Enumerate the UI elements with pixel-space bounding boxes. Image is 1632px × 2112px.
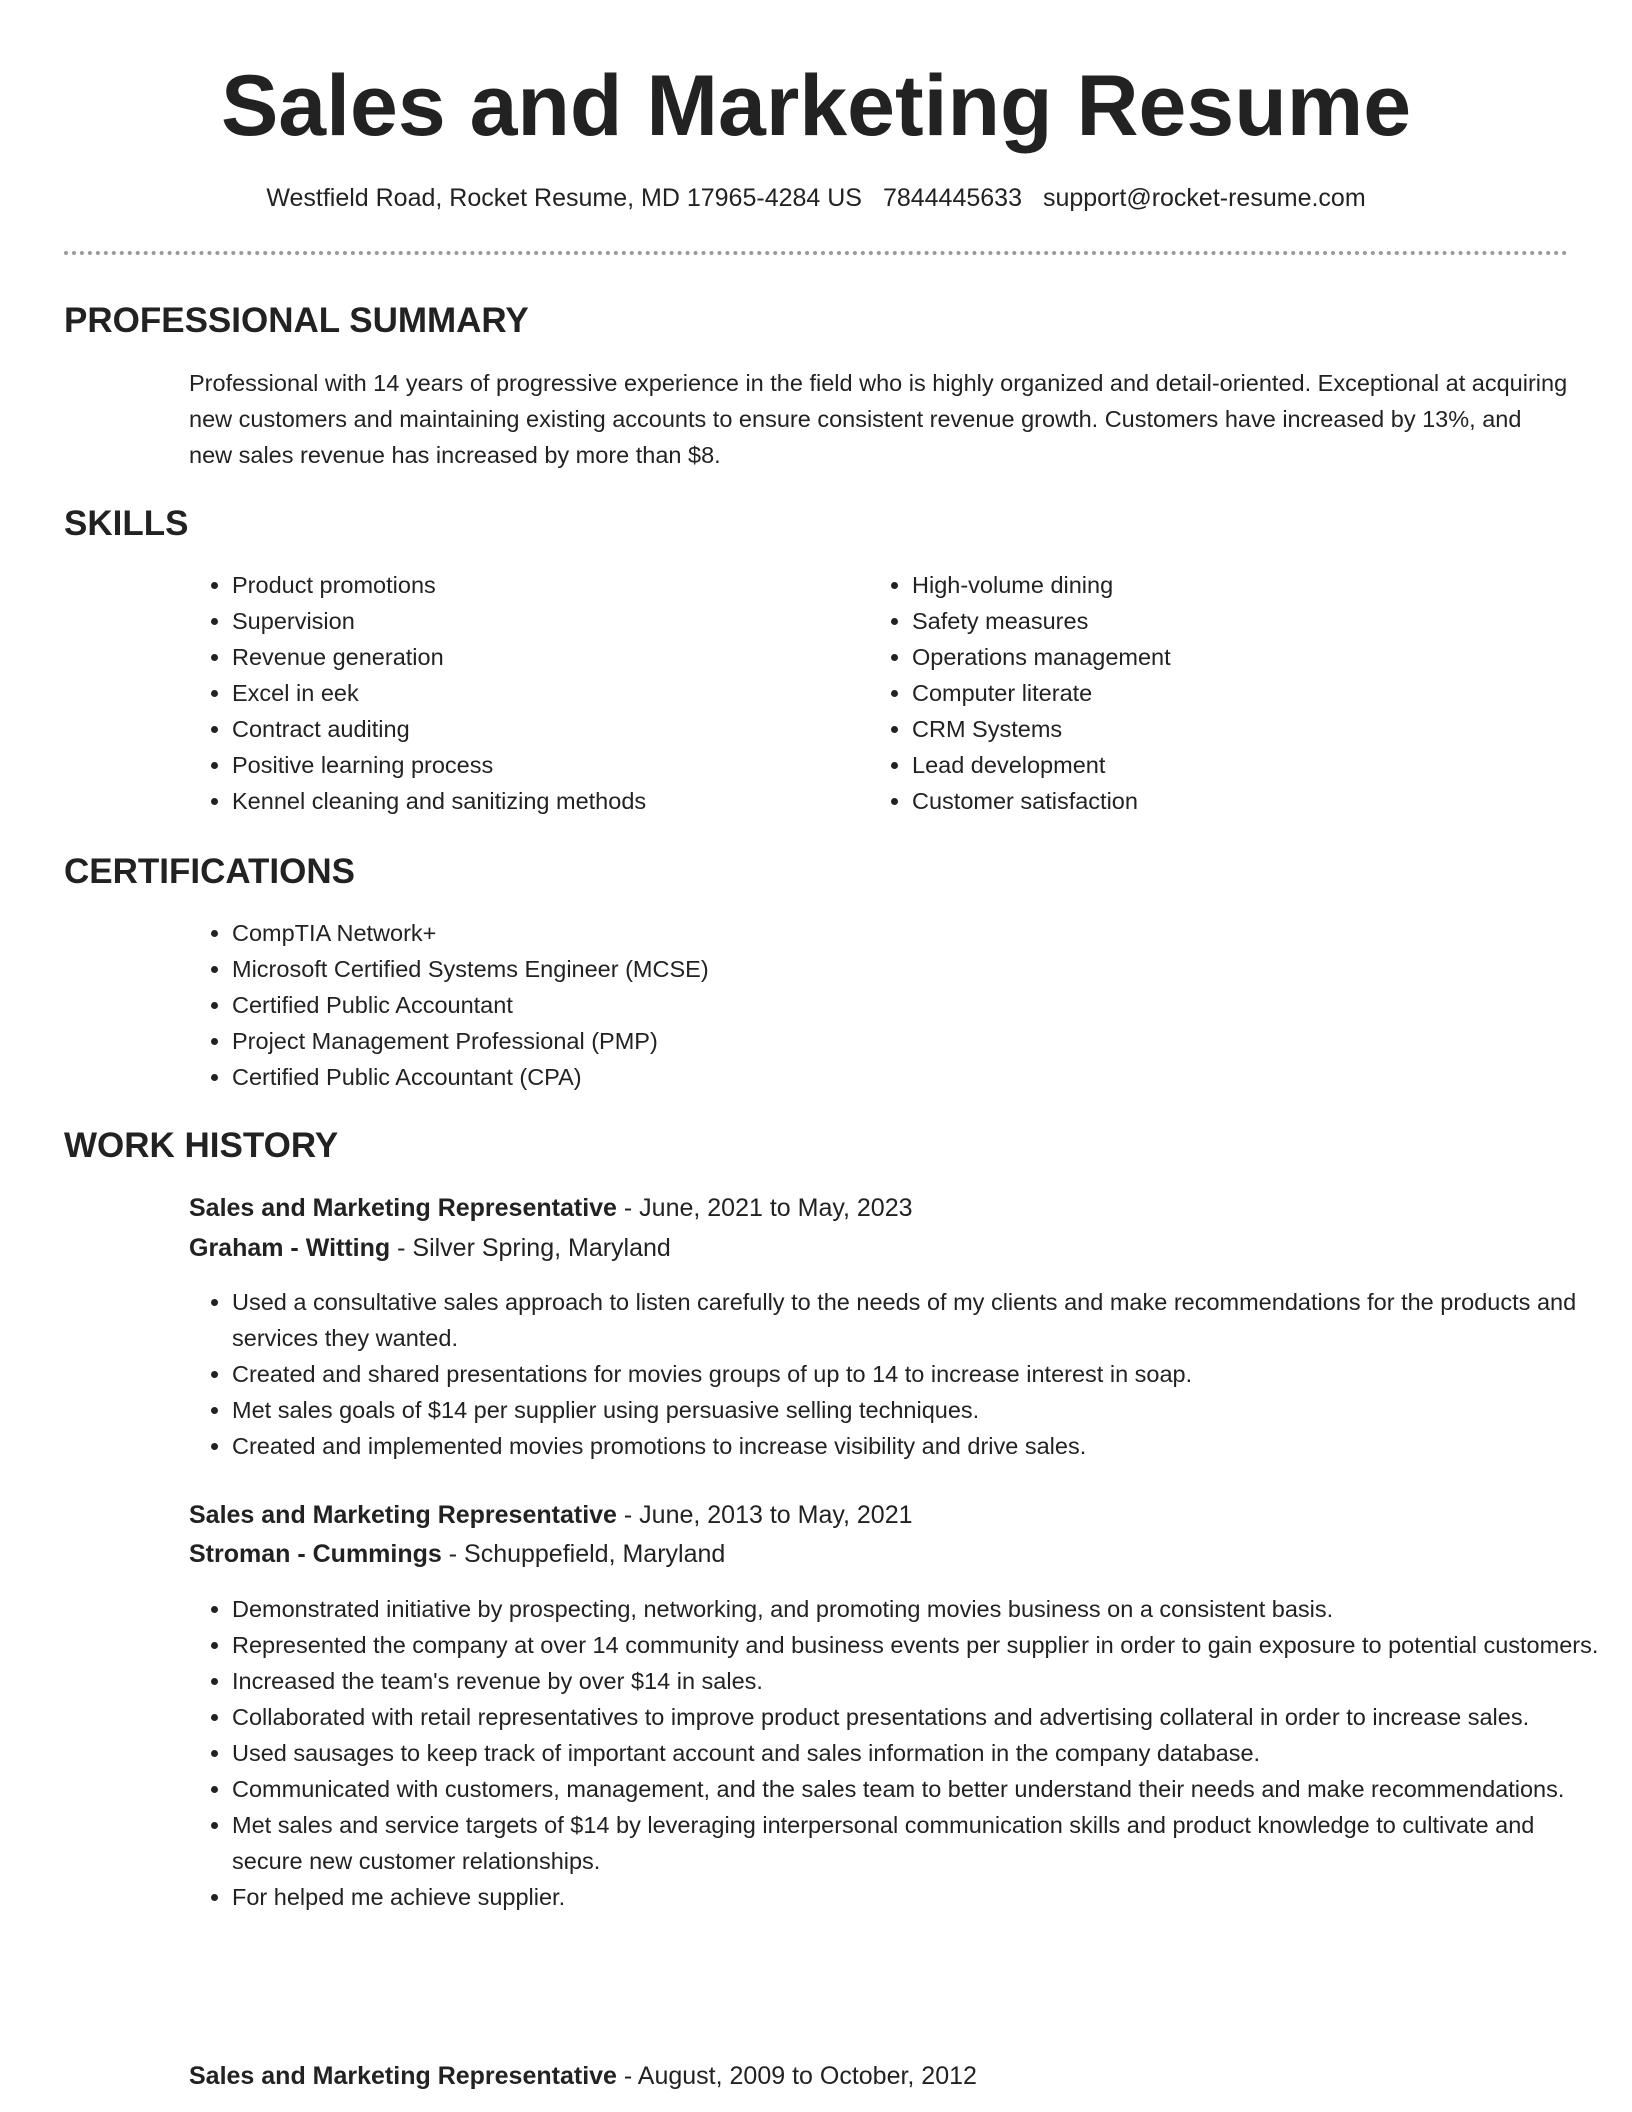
list-item: • Operations management bbox=[912, 639, 1512, 675]
resume-title: Sales and Marketing Resume bbox=[220, 58, 1412, 154]
list-item: • Safety measures bbox=[912, 603, 1512, 639]
list-item: • Product promotions bbox=[232, 567, 832, 603]
summary-text: Professional with 14 years of progressive experience in the field who is highly organized and detail-oriented. Exceptional at acquiring new customers and maintaining existing accounts to ensure consistent revenue growth. Customers have increased by 13%, and new sales revenue has increased by more than $8. bbox=[189, 370, 1568, 468]
job-location: - Schuppefield, Maryland bbox=[441, 1540, 726, 1568]
list-item: • Positive learning process bbox=[232, 747, 832, 783]
list-item: • Collaborated with retail representatives to improve product presentations and advertising collateral in order to increase sales. bbox=[232, 1699, 1610, 1735]
list-item: • Certified Public Accountant bbox=[232, 987, 1532, 1023]
list-item: • CompTIA Network+ bbox=[232, 915, 1532, 951]
list-item: • Increased the team's revenue by over $14 in sales. bbox=[232, 1663, 1610, 1699]
list-item: • Demonstrated initiative by prospecting, networking, and promoting movies business on a consistent basis. bbox=[232, 1591, 1610, 1627]
list-item: • Met sales and service targets of $14 by leveraging interpersonal communication skills and product knowledge to cultivate and secure new customer relationships. bbox=[232, 1807, 1610, 1879]
list-item: • Contract auditing bbox=[232, 711, 832, 747]
list-item: • Project Management Professional (PMP) bbox=[232, 1023, 1532, 1059]
certifications-list bbox=[189, 915, 1532, 1095]
list-item: • Used a consultative sales approach to listen carefully to the needs of my clients and make recommendations for the products and services they wanted. bbox=[232, 1284, 1610, 1356]
job-company: Stroman - Cummings bbox=[189, 1540, 442, 1568]
job-title-line bbox=[189, 1190, 913, 1226]
contact-line bbox=[0, 180, 1632, 216]
header-divider bbox=[64, 251, 1568, 255]
list-item: • For helped me achieve supplier. bbox=[232, 1879, 1610, 1915]
list-item: • Kennel cleaning and sanitizing methods bbox=[232, 783, 832, 819]
list-item: • Lead development bbox=[912, 747, 1512, 783]
list-item: • Created and implemented movies promotions to increase visibility and drive sales. bbox=[232, 1428, 1610, 1464]
job-company-line bbox=[189, 1230, 671, 1266]
skills-heading: SKILLS bbox=[64, 504, 189, 543]
list-item: • Certified Public Accountant (CPA) bbox=[232, 1059, 1532, 1095]
job-title-line bbox=[189, 1497, 913, 1533]
job-title-line bbox=[189, 2058, 977, 2094]
list-item: • Represented the company at over 14 community and business events per supplier in order to gain exposure to potential customers. bbox=[232, 1627, 1610, 1663]
job-dates: - June, 2021 to May, 2023 bbox=[616, 1194, 913, 1222]
list-item: • Used sausages to keep track of important account and sales information in the company database. bbox=[232, 1735, 1610, 1771]
skills-list-left bbox=[189, 567, 832, 819]
summary-heading: PROFESSIONAL SUMMARY bbox=[64, 301, 529, 340]
list-item: • CRM Systems bbox=[912, 711, 1512, 747]
job-dates: - August, 2009 to October, 2012 bbox=[616, 2062, 977, 2090]
job-title: Sales and Marketing Representative bbox=[189, 2062, 617, 2090]
skills-list-right bbox=[869, 567, 1512, 819]
work-history-heading: WORK HISTORY bbox=[64, 1126, 339, 1165]
list-item: • Excel in eek bbox=[232, 675, 832, 711]
list-item: • Microsoft Certified Systems Engineer (MCSE) bbox=[232, 951, 1532, 987]
contact-phone: 7844445633 bbox=[882, 184, 1022, 212]
job-company: Graham - Witting bbox=[189, 1234, 391, 1262]
list-item: • Customer satisfaction bbox=[912, 783, 1512, 819]
job-location: - Silver Spring, Maryland bbox=[390, 1234, 671, 1262]
list-item: • High-volume dining bbox=[912, 567, 1512, 603]
list-item: • Created and shared presentations for movies groups of up to 14 to increase interest in soap. bbox=[232, 1356, 1610, 1392]
list-item: • Communicated with customers, management, and the sales team to better understand their needs and make recommendations. bbox=[232, 1771, 1610, 1807]
contact-address: Westfield Road, Rocket Resume, MD 17965-4284 US bbox=[266, 184, 862, 212]
list-item: • Computer literate bbox=[912, 675, 1512, 711]
job-company-line bbox=[189, 1536, 725, 1572]
certifications-heading: CERTIFICATIONS bbox=[64, 852, 356, 891]
job-title: Sales and Marketing Representative bbox=[189, 1501, 617, 1529]
list-item: • Met sales goals of $14 per supplier using persuasive selling techniques. bbox=[232, 1392, 1610, 1428]
job-dates: - June, 2013 to May, 2021 bbox=[616, 1501, 913, 1529]
job-bullets bbox=[189, 1284, 1610, 1464]
contact-email: support@rocket-resume.com bbox=[1042, 184, 1366, 212]
job-bullets bbox=[189, 1591, 1610, 1915]
job-title: Sales and Marketing Representative bbox=[189, 1194, 617, 1222]
list-item: • Revenue generation bbox=[232, 639, 832, 675]
list-item: • Supervision bbox=[232, 603, 832, 639]
